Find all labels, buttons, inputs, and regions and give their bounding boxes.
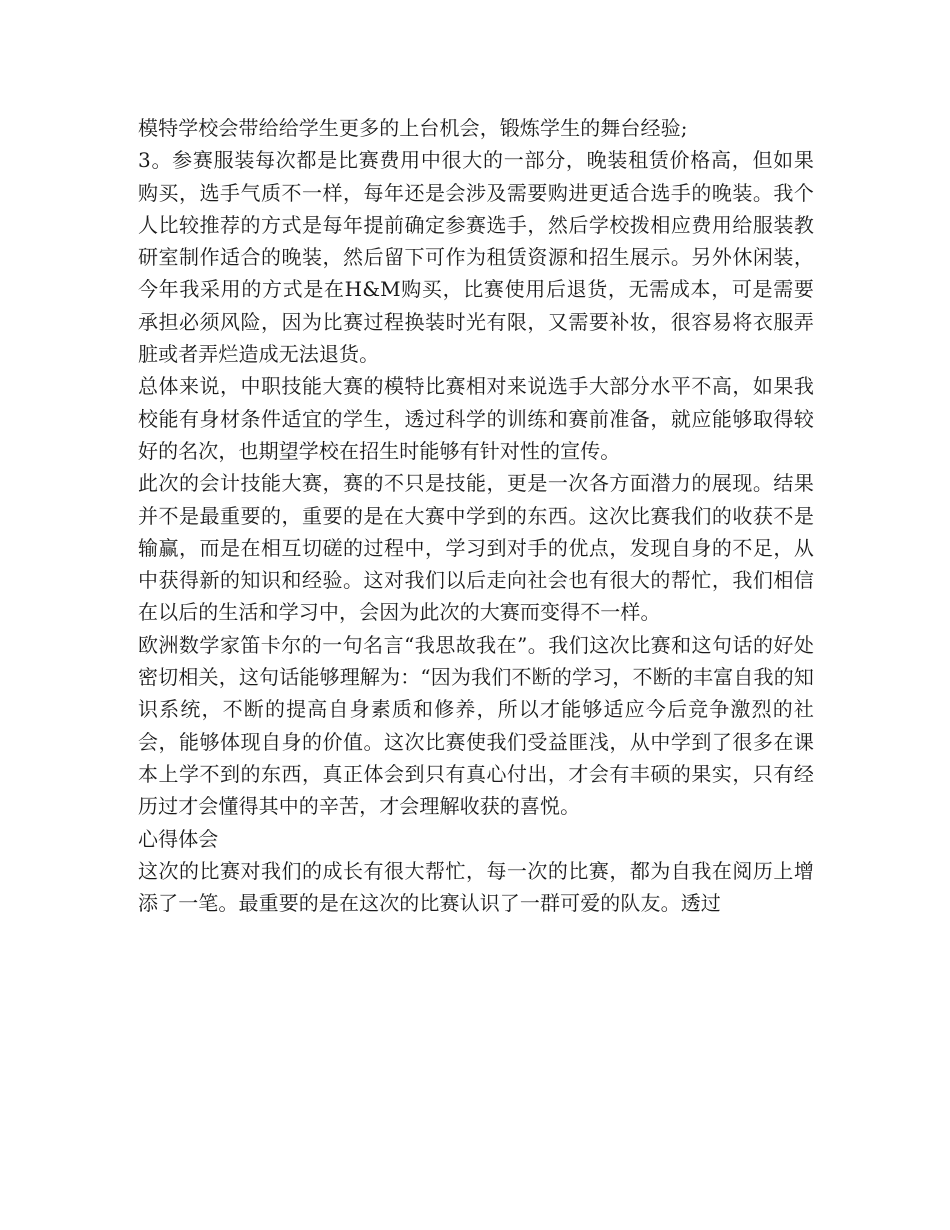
section-heading: 心得体会 [138,826,219,851]
paragraph-costume-cost: 3。参赛服装每次都是比赛费用中很大的一部分，晚装租赁价格高，但如果购买，选手气质不一样，每年还是会涉及需要购进更适合选手的晚装。我个人比较推荐的方式是每年提前确定参赛选手，然后学校拨相应费用给服装教研室制作适合的晚装，然后留下可作为租赁资源和招生展示。另外休闲装，今年我采用的方式是在H&M购买，比赛使用后退货，无需成本，可是需要承担必须风险，因为比赛过程换装时光有限，又需要补妆，很容易将衣服弄脏或者弄烂造成无法退货。 [138,148,814,367]
document-body [138,112,814,919]
paragraph-growth: 这次的比赛对我们的成长有很大帮忙，每一次的比赛，都为自我在阅历上增添了一笔。最重要的是在这次的比赛认识了一群可爱的队友。透过 [138,858,814,916]
paragraph-overall-summary: 总体来说，中职技能大赛的模特比赛相对来说选手大部分水平不高，如果我校能有身材条件适宜的学生，透过科学的训练和赛前准备，就应能够取得较好的名次，也期望学校在招生时能够有针对性的宣传。 [138,374,814,463]
paragraph-descartes-quote: 欧洲数学家笛卡尔的一句名言“我思故我在”。我们这次比赛和这句话的好处密切相关，这句话能够理解为：“因为我们不断的学习，不断的丰富自我的知识系统，不断的提高自身素质和修养，所以才能够适应今后竞争激烈的社会，能够体现自身的价值。这次比赛使我们受益匪浅，从中学到了很多在课本上学不到的东西，真正体会到只有真心付出，才会有丰硕的果实，只有经历过才会懂得其中的辛苦，才会理解收获的喜悦。 [138,632,814,819]
paragraph-model-school: 模特学校会带给给学生更多的上台机会，锻炼学生的舞台经验; [138,116,688,140]
paragraph-accounting-contest: 此次的会计技能大赛，赛的不只是技能，更是一次各方面潜力的展现。结果并不是最重要的，重要的是在大赛中学到的东西。这次比赛我们的收获不是输赢，而是在相互切磋的过程中，学习到对手的优点，发现自身的不足，从中获得新的知识和经验。这对我们以后走向社会也有很大的帮忙，我们相信在以后的生活和学习中，会因为此次的大赛而变得不一样。 [138,471,814,625]
